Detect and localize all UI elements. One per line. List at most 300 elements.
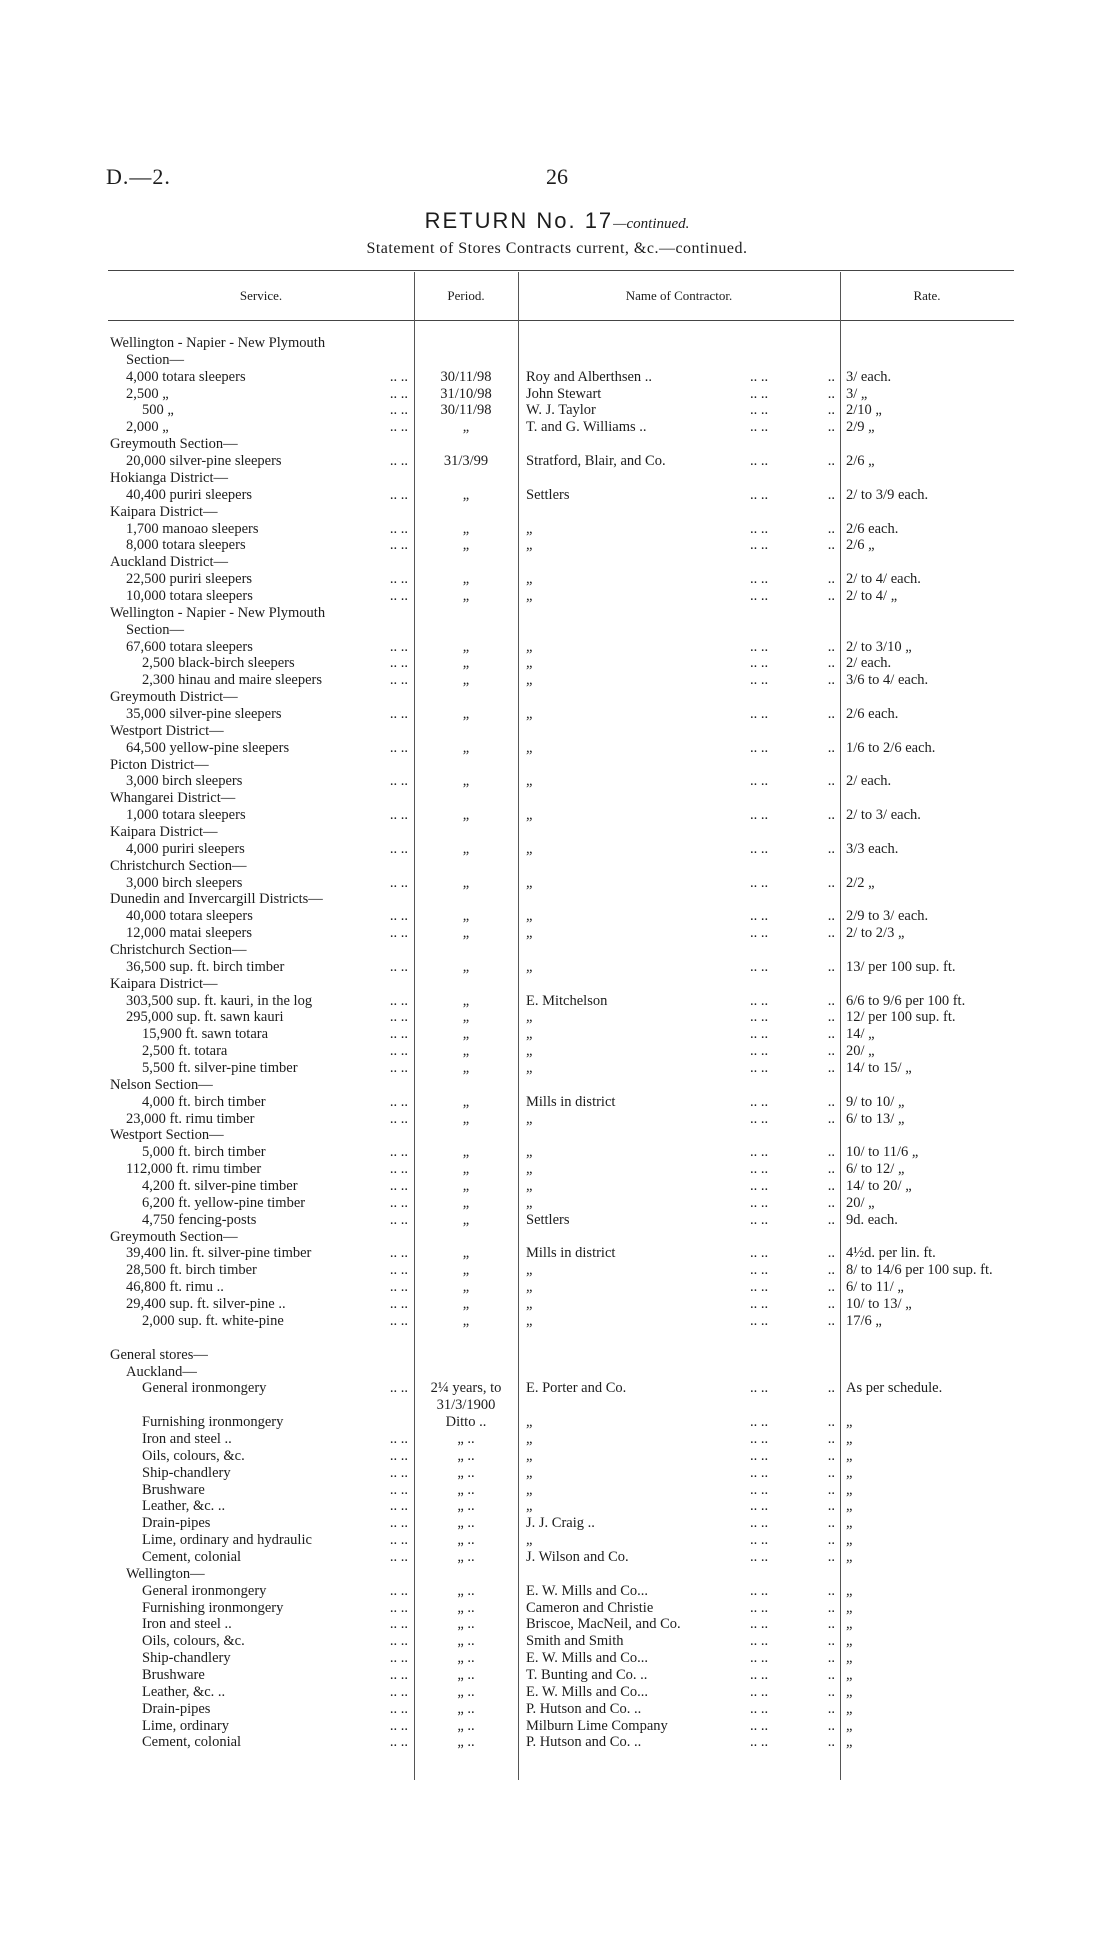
service-cell: 3,000 birch sleepers — [126, 874, 243, 891]
table-row — [0, 571, 1114, 588]
contractor-cell: „ — [526, 773, 533, 790]
service-cell: Hokianga District— — [110, 469, 228, 486]
dot-leader: .. .. — [389, 402, 408, 419]
dot-leader: .. — [827, 1312, 835, 1329]
dot-leader: .. — [827, 520, 835, 537]
dot-leader: .. .. — [750, 1532, 769, 1549]
table-row — [0, 993, 1114, 1010]
dot-leader: .. .. — [389, 1026, 408, 1043]
period-cell: „ — [462, 840, 470, 857]
rate-cell: „ — [846, 1582, 853, 1599]
service-cell: 35,000 silver-pine sleepers — [126, 705, 282, 722]
rate-cell: 20/ „ — [846, 1194, 875, 1211]
service-cell: 28,500 ft. birch timber — [126, 1262, 257, 1279]
period-cell: „ — [462, 537, 470, 554]
rate-cell: 13/ per 100 sup. ft. — [846, 958, 956, 975]
contractor-cell: „ — [526, 840, 533, 857]
service-cell: Leather, &c. .. — [142, 1498, 226, 1515]
table-row — [0, 1077, 1114, 1094]
dot-leader: .. .. — [750, 453, 769, 469]
dot-leader: .. — [827, 1262, 835, 1279]
dot-leader: .. .. — [750, 520, 769, 537]
period-cell: „ .. — [457, 1650, 475, 1667]
rate-cell: 3/ „ — [846, 385, 868, 402]
dot-leader: .. .. — [389, 874, 408, 891]
dot-leader: .. — [827, 1548, 835, 1565]
table-row — [0, 976, 1114, 993]
service-cell: Kaipara District— — [110, 823, 218, 840]
dot-leader: .. .. — [750, 1666, 769, 1683]
table-row — [0, 1380, 1114, 1397]
contractor-cell: „ — [526, 1161, 533, 1178]
dot-leader: .. .. — [750, 840, 769, 857]
dot-leader: .. — [827, 992, 835, 1009]
table-row — [0, 1364, 1114, 1381]
dot-leader: .. .. — [389, 1717, 408, 1734]
contractor-cell: „ — [526, 1009, 533, 1026]
service-cell: 20,000 silver-pine sleepers — [126, 453, 282, 469]
dot-leader: .. .. — [389, 1430, 408, 1447]
period-cell: „ .. — [457, 1683, 475, 1700]
table-row — [0, 1583, 1114, 1600]
dot-leader: .. — [827, 1666, 835, 1683]
dot-leader: .. — [827, 672, 835, 689]
dot-leader: .. .. — [750, 1599, 769, 1616]
service-cell: Christchurch Section— — [110, 857, 247, 874]
contractor-cell: „ — [526, 807, 533, 824]
dot-leader: .. .. — [750, 925, 769, 942]
period-cell: „ — [462, 419, 470, 436]
period-cell: „ .. — [457, 1633, 475, 1650]
period-cell: „ — [462, 1110, 470, 1127]
contractor-cell: Cameron and Christie — [526, 1599, 654, 1616]
period-cell: „ — [462, 874, 470, 891]
service-cell: 3,000 birch sleepers — [126, 773, 243, 790]
service-cell: 500 „ — [142, 402, 174, 419]
table-row — [0, 1094, 1114, 1111]
table-row — [0, 1262, 1114, 1279]
dot-leader: .. .. — [389, 1515, 408, 1532]
dot-leader: .. .. — [750, 1734, 769, 1751]
dot-leader: .. .. — [750, 486, 769, 503]
period-cell: 31/3/1900 — [436, 1397, 496, 1414]
rate-cell: 14/ to 20/ „ — [846, 1178, 912, 1194]
period-cell: „ — [462, 1144, 470, 1161]
service-cell: General ironmongery — [142, 1380, 267, 1397]
period-cell: „ — [462, 1262, 470, 1279]
table-row — [0, 1161, 1114, 1178]
rate-cell: 2/9 to 3/ each. — [846, 908, 929, 925]
table-row — [0, 1060, 1114, 1077]
service-cell: 39,400 lin. ft. silver-pine timber — [126, 1245, 312, 1262]
table-row — [0, 740, 1114, 757]
period-cell: „ — [462, 739, 470, 756]
dot-leader: .. — [827, 1043, 835, 1060]
service-cell: 4,200 ft. silver-pine timber — [142, 1178, 298, 1194]
table-row — [0, 1127, 1114, 1144]
dot-leader: .. .. — [750, 1211, 769, 1228]
dot-leader: .. .. — [389, 739, 408, 756]
rate-cell: „ — [846, 1734, 853, 1751]
period-cell: „ — [462, 1161, 470, 1178]
dot-leader: .. — [827, 1211, 835, 1228]
dot-leader: .. .. — [750, 385, 769, 402]
rate-cell: 2/6 each. — [846, 705, 899, 722]
contractor-cell: „ — [526, 638, 533, 655]
contractor-cell: J. J. Craig .. — [526, 1515, 595, 1532]
contractor-cell: „ — [526, 1110, 533, 1127]
dot-leader: .. — [827, 958, 835, 975]
service-cell: 295,000 sup. ft. sawn kauri — [126, 1009, 284, 1026]
dot-leader: .. .. — [750, 1700, 769, 1717]
table-row — [0, 1330, 1114, 1347]
dot-leader: .. — [827, 1700, 835, 1717]
rate-cell: 4½d. per lin. ft. — [846, 1245, 936, 1262]
dot-leader: .. .. — [389, 840, 408, 857]
table-row — [0, 891, 1114, 908]
service-cell: Kaipara District— — [110, 975, 218, 992]
period-cell: 30/11/98 — [440, 368, 492, 385]
dot-leader: .. .. — [750, 1414, 769, 1430]
dot-leader: .. — [827, 1650, 835, 1667]
dot-leader: .. .. — [750, 1616, 769, 1633]
period-cell: „ — [462, 520, 470, 537]
dot-leader: .. — [827, 368, 835, 385]
service-cell: 2,300 hinau and maire sleepers — [142, 672, 322, 689]
dot-leader: .. — [827, 402, 835, 419]
dot-leader: .. — [827, 1599, 835, 1616]
rate-cell: As per schedule. — [846, 1380, 943, 1397]
rate-cell: „ — [846, 1666, 853, 1683]
contractor-cell: E. Mitchelson — [526, 992, 608, 1009]
service-cell: Westport District— — [110, 722, 224, 739]
contractor-cell: „ — [526, 1043, 533, 1060]
period-cell: „ — [462, 773, 470, 790]
dot-leader: .. — [827, 655, 835, 672]
table-row — [0, 1498, 1114, 1515]
rate-cell: 2/10 „ — [846, 402, 882, 419]
dot-leader: .. .. — [750, 1161, 769, 1178]
dot-leader: .. .. — [750, 1144, 769, 1161]
dot-leader: .. — [827, 1447, 835, 1464]
service-cell: Brushware — [142, 1666, 205, 1683]
service-cell: Leather, &c. .. — [142, 1683, 226, 1700]
rate-cell: „ — [846, 1717, 853, 1734]
service-cell: 29,400 sup. ft. silver-pine .. — [126, 1296, 286, 1312]
period-cell: „ — [462, 1279, 470, 1296]
dot-leader: .. .. — [750, 773, 769, 790]
service-cell: 23,000 ft. rimu timber — [126, 1110, 255, 1127]
period-cell: „ — [462, 1178, 470, 1194]
dot-leader: .. .. — [750, 1464, 769, 1481]
table-row — [0, 1347, 1114, 1364]
dot-leader: .. — [827, 1296, 835, 1312]
dot-leader: .. .. — [389, 1666, 408, 1683]
rate-cell: „ — [846, 1633, 853, 1650]
service-cell: Westport Section— — [110, 1127, 224, 1144]
service-cell: 8,000 totara sleepers — [126, 537, 246, 554]
rate-cell: 6/ to 13/ „ — [846, 1110, 905, 1127]
period-cell: „ — [462, 1245, 470, 1262]
table-row — [0, 521, 1114, 538]
rate-cell: 12/ per 100 sup. ft. — [846, 1009, 956, 1026]
table-row — [0, 1600, 1114, 1617]
service-cell: Cement, colonial — [142, 1734, 242, 1751]
period-cell: „ — [462, 1211, 470, 1228]
dot-leader: .. .. — [750, 1515, 769, 1532]
period-cell: „ — [462, 1296, 470, 1312]
dot-leader: .. .. — [389, 1245, 408, 1262]
dot-leader: .. — [827, 638, 835, 655]
table-row — [0, 1650, 1114, 1667]
table-row — [0, 1212, 1114, 1229]
service-cell: 46,800 ft. rimu .. — [126, 1279, 224, 1296]
service-cell: 303,500 sup. ft. kauri, in the log — [126, 992, 313, 1009]
contractor-cell: W. J. Taylor — [526, 402, 596, 419]
dot-leader: .. .. — [389, 1144, 408, 1161]
dot-leader: .. — [827, 807, 835, 824]
dot-leader: .. .. — [750, 419, 769, 436]
dot-leader: .. .. — [750, 571, 769, 587]
service-cell: Oils, colours, &c. — [142, 1447, 245, 1464]
dot-leader: .. .. — [389, 1093, 408, 1110]
dot-leader: .. — [827, 1717, 835, 1734]
period-cell: „ .. — [457, 1515, 475, 1532]
dot-leader: .. — [827, 908, 835, 925]
service-cell: Lime, ordinary and hydraulic — [142, 1532, 312, 1549]
dot-leader: .. .. — [750, 705, 769, 722]
service-cell: 2,500 ft. totara — [142, 1043, 228, 1060]
period-cell: „ — [462, 486, 470, 503]
dot-leader: .. — [827, 1616, 835, 1633]
dot-leader: .. — [827, 773, 835, 790]
dot-leader: .. — [827, 1380, 835, 1397]
table-row — [0, 1229, 1114, 1246]
dot-leader: .. .. — [750, 807, 769, 824]
rate-cell: „ — [846, 1548, 853, 1565]
dot-leader: .. .. — [750, 1498, 769, 1515]
dot-leader: .. .. — [389, 1279, 408, 1296]
service-cell: Oils, colours, &c. — [142, 1633, 245, 1650]
table-row — [0, 1313, 1114, 1330]
table-row — [0, 655, 1114, 672]
contractor-cell: „ — [526, 908, 533, 925]
service-cell: Section— — [126, 351, 184, 368]
table-row — [0, 537, 1114, 554]
service-cell: 1,000 totara sleepers — [126, 807, 246, 824]
contractor-cell: „ — [526, 925, 533, 942]
dot-leader: .. .. — [389, 520, 408, 537]
dot-leader: .. .. — [750, 1262, 769, 1279]
dot-leader: .. — [827, 385, 835, 402]
service-cell: Greymouth Section— — [110, 436, 238, 453]
rate-cell: „ — [846, 1700, 853, 1717]
dot-leader: .. .. — [750, 368, 769, 385]
rate-cell: „ — [846, 1599, 853, 1616]
rate-cell: „ — [846, 1447, 853, 1464]
rate-cell: 2/ to 4/ each. — [846, 571, 921, 587]
contractor-cell: „ — [526, 1178, 533, 1194]
dot-leader: .. .. — [389, 1447, 408, 1464]
service-cell: Auckland— — [126, 1363, 197, 1380]
service-cell: 6,200 ft. yellow-pine timber — [142, 1194, 306, 1211]
dot-leader: .. — [827, 1430, 835, 1447]
table-row — [0, 1009, 1114, 1026]
table-row — [0, 706, 1114, 723]
service-cell: 40,000 totara sleepers — [126, 908, 253, 925]
period-cell: „ .. — [457, 1582, 475, 1599]
dot-leader: .. — [827, 537, 835, 554]
dot-leader: .. — [827, 1178, 835, 1194]
service-cell: 112,000 ft. rimu timber — [126, 1161, 262, 1178]
contractor-cell: „ — [526, 1060, 533, 1076]
contractor-cell: „ — [526, 958, 533, 975]
contractor-cell: E. W. Mills and Co... — [526, 1650, 649, 1667]
page-number: 26 — [546, 164, 568, 189]
service-cell: Dunedin and Invercargill Districts— — [110, 891, 323, 908]
table-row — [0, 908, 1114, 925]
dot-leader: .. .. — [389, 587, 408, 604]
dot-leader: .. — [827, 1464, 835, 1481]
col-header-service: Service. — [239, 288, 283, 303]
dot-leader: .. .. — [389, 486, 408, 503]
period-cell: „ .. — [457, 1548, 475, 1565]
rate-cell: 10/ to 13/ „ — [846, 1296, 912, 1312]
dot-leader: .. .. — [750, 908, 769, 925]
dot-leader: .. .. — [750, 1178, 769, 1194]
service-cell: Greymouth Section— — [110, 1228, 238, 1245]
statement-subtitle: Statement of Stores Contracts current, &c.—continued. — [366, 240, 748, 257]
rate-cell: „ — [846, 1683, 853, 1700]
contractor-cell: Settlers — [526, 1211, 570, 1228]
dot-leader: .. — [827, 1734, 835, 1751]
dot-leader: .. .. — [750, 1296, 769, 1312]
period-cell: „ .. — [457, 1430, 475, 1447]
dot-leader: .. .. — [750, 1633, 769, 1650]
dot-leader: .. .. — [389, 1548, 408, 1565]
contractor-cell: E. Porter and Co. — [526, 1380, 627, 1397]
period-cell: „ — [462, 1026, 470, 1043]
table-row — [0, 1026, 1114, 1043]
period-cell: „ — [462, 1093, 470, 1110]
service-cell: Cement, colonial — [142, 1548, 242, 1565]
service-cell: Auckland District— — [110, 554, 228, 571]
col-header-contractor: Name of Contractor. — [625, 288, 733, 303]
rate-cell: 6/ to 11/ „ — [846, 1279, 904, 1296]
period-cell: „ .. — [457, 1532, 475, 1549]
dot-leader: .. — [827, 1026, 835, 1043]
table-row — [0, 925, 1114, 942]
table-row — [0, 1734, 1114, 1751]
service-cell: 2,000 „ — [126, 419, 169, 436]
table-row — [0, 402, 1114, 419]
period-cell: 30/11/98 — [440, 402, 492, 419]
rate-cell: „ — [846, 1515, 853, 1532]
rate-cell: 9/ to 10/ „ — [846, 1093, 905, 1110]
period-cell: „ .. — [457, 1700, 475, 1717]
dot-leader: .. .. — [389, 672, 408, 689]
dot-leader: .. — [827, 1060, 835, 1076]
table-row — [0, 1532, 1114, 1549]
contractor-cell: „ — [526, 739, 533, 756]
dot-leader: .. — [827, 1144, 835, 1161]
col-header-period: Period. — [447, 288, 485, 303]
dot-leader: .. .. — [389, 368, 408, 385]
rate-cell: 2/ to 4/ „ — [846, 587, 898, 604]
rate-cell: 10/ to 11/6 „ — [846, 1144, 919, 1161]
dot-leader: .. — [827, 1194, 835, 1211]
dot-leader: .. — [827, 1009, 835, 1026]
contractor-cell: J. Wilson and Co. — [526, 1548, 629, 1565]
rate-cell: „ — [846, 1650, 853, 1667]
dot-leader: .. .. — [389, 1194, 408, 1211]
dot-leader: .. .. — [750, 402, 769, 419]
dot-leader: .. — [827, 840, 835, 857]
dot-leader: .. .. — [750, 992, 769, 1009]
dot-leader: .. — [827, 587, 835, 604]
table-row — [0, 959, 1114, 976]
table-row — [0, 689, 1114, 706]
table-row — [0, 942, 1114, 959]
dot-leader: .. .. — [389, 1060, 408, 1076]
rate-cell: 6/6 to 9/6 per 100 ft. — [846, 992, 966, 1009]
dot-leader: .. .. — [389, 1734, 408, 1751]
service-cell: Iron and steel .. — [142, 1616, 232, 1633]
rate-cell: 2/6 each. — [846, 520, 899, 537]
dot-leader: .. .. — [750, 1717, 769, 1734]
rate-cell: 2/ to 3/ each. — [846, 807, 921, 824]
service-cell: Kaipara District— — [110, 503, 218, 520]
period-cell: „ — [462, 587, 470, 604]
service-cell: Furnishing ironmongery — [142, 1414, 284, 1430]
dot-leader: .. — [827, 1481, 835, 1498]
service-cell: 2,500 „ — [126, 385, 169, 402]
service-cell: 10,000 totara sleepers — [126, 587, 253, 604]
dot-leader: .. — [827, 705, 835, 722]
dot-leader: .. — [827, 1582, 835, 1599]
table-row — [0, 1633, 1114, 1650]
table-row — [0, 1414, 1114, 1431]
period-cell: „ — [462, 655, 470, 672]
contractor-cell: „ — [526, 1144, 533, 1161]
table-row — [0, 1667, 1114, 1684]
dot-leader: .. — [827, 874, 835, 891]
service-cell: General ironmongery — [142, 1582, 267, 1599]
rate-cell: 2/6 „ — [846, 453, 875, 469]
rate-cell: 2/ to 3/10 „ — [846, 638, 912, 655]
contractor-cell: John Stewart — [526, 385, 602, 402]
dot-leader: .. .. — [750, 1043, 769, 1060]
rate-cell: „ — [846, 1414, 853, 1430]
period-cell: „ — [462, 908, 470, 925]
service-cell: 2,000 sup. ft. white-pine — [142, 1312, 284, 1329]
period-cell: „ — [462, 992, 470, 1009]
dot-leader: .. .. — [389, 571, 408, 587]
col-header-rate: Rate. — [913, 288, 941, 303]
dot-leader: .. .. — [389, 419, 408, 436]
service-cell: 40,400 puriri sleepers — [126, 486, 253, 503]
period-cell: „ — [462, 807, 470, 824]
dot-leader: .. .. — [389, 1380, 408, 1397]
dot-leader: .. .. — [750, 739, 769, 756]
dot-leader: .. — [827, 1532, 835, 1549]
return-title-continued: —continued. — [613, 216, 690, 232]
contractor-cell: „ — [526, 1447, 533, 1464]
dot-leader: .. .. — [750, 1245, 769, 1262]
service-cell: Furnishing ironmongery — [142, 1599, 284, 1616]
service-cell: Picton District— — [110, 756, 209, 773]
dot-leader: .. .. — [750, 1026, 769, 1043]
